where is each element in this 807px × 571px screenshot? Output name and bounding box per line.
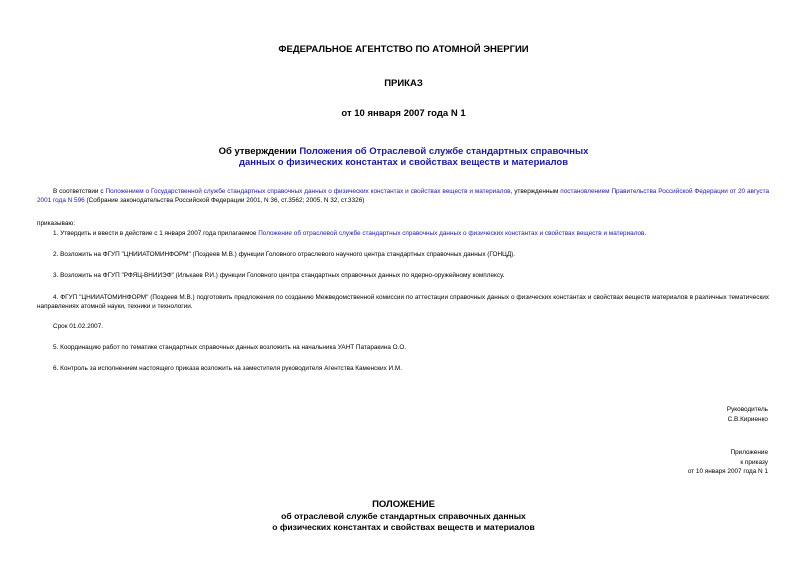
intro-link-decree[interactable]: постановлением Правительства Российской Федерации от 20 августа 2001 года N 596 bbox=[37, 188, 770, 204]
polozhenie-subtitle-line-2: о физических константах и свойствах веществ и материалов bbox=[272, 521, 535, 532]
order-heading: ПРИКАЗ bbox=[384, 78, 423, 89]
order-deadline: Срок 01.02.2007. bbox=[53, 323, 104, 330]
appendix-line-3: от 10 января 2007 года N 1 bbox=[687, 468, 768, 476]
title-link-line1[interactable]: Положения об Отраслевой службе стандартных справочных bbox=[299, 146, 589, 157]
title-prefix: Об утверждении bbox=[218, 146, 300, 157]
item-1-end: . bbox=[644, 230, 647, 237]
appendix-block bbox=[688, 448, 768, 477]
order-title bbox=[0, 146, 807, 168]
item-1-text: 1. Утвердить и ввести в действие с 1 января 2007 года прилагаемое bbox=[53, 230, 259, 237]
intro-link-regulation[interactable]: Положением о Государственной службе стандартных справочных данных о физических константах и свойствах веществ и материалов bbox=[105, 188, 511, 195]
intro-paragraph bbox=[37, 188, 769, 205]
signature-name: С.В.Кириенко bbox=[727, 415, 768, 423]
order-date: от 10 января 2007 года N 1 bbox=[341, 108, 466, 119]
order-item-2: 2. Возложить на ФГУП "ЦНИИАТОМИНФОРМ" (Поздеев М.В.) функции Головного отраслевого научного центра стандартных справочных данных (ГОНЦД). bbox=[53, 251, 516, 258]
order-item-3: 3. Возложить на ФГУП "РФЯЦ-ВНИИЭФ" (Илькаев Р.И.) функции Головного центра стандартных справочных данных по ядерно-оружейному комплексу. bbox=[53, 272, 505, 279]
intro-text-3: (Собрание законодательства Российской Федерации 2001, N 36, ст.3562; 2005, N 32, ст.3326) bbox=[84, 196, 365, 204]
order-item-6: 6. Контроль за исполнением настоящего приказа возложить на заместителя руководителя Агентства Каменских И.М. bbox=[53, 365, 403, 372]
prikazyvayu-label: приказываю: bbox=[37, 220, 75, 227]
signature-block bbox=[727, 405, 768, 424]
appendix-line-1: Приложение bbox=[730, 449, 768, 456]
agency-heading: ФЕДЕРАЛЬНОЕ АГЕНТСТВО ПО АТОМНОЙ ЭНЕРГИИ bbox=[278, 44, 529, 55]
polozhenie-heading: ПОЛОЖЕНИЕ bbox=[372, 499, 435, 510]
item-1-link[interactable]: Положение об отраслевой службе стандартных справочных данных о физических константах и свойствах веществ и материалов bbox=[258, 230, 645, 237]
order-item-5: 5. Координацию работ по тематике стандартных справочных данных возложить на начальника УАНТ Патаракина О.О. bbox=[53, 344, 407, 351]
intro-text-2: , утвержденным bbox=[510, 188, 561, 195]
order-item-1 bbox=[37, 230, 769, 239]
intro-text-1: В соответствии с bbox=[53, 188, 106, 195]
order-item-4: 4. ФГУП "ЦНИИАТОМИНФОРМ" (Поздеев М.В.) подготовить предложения по созданию Межведомственной комиссии по аттестации справочных данных о физических константах и свойствах веществ материалов в различных тематических направлениях атомной науки, техники и технологии. bbox=[37, 294, 769, 310]
signature-role: Руководитель bbox=[726, 406, 768, 413]
title-link-line2[interactable]: данных о физических константах и свойствах веществ и материалов bbox=[238, 157, 569, 168]
polozhenie-subtitle bbox=[0, 511, 807, 532]
polozhenie-subtitle-line-1: об отраслевой службе стандартных справочных данных bbox=[281, 511, 526, 521]
appendix-line-2: к приказу bbox=[740, 458, 768, 466]
